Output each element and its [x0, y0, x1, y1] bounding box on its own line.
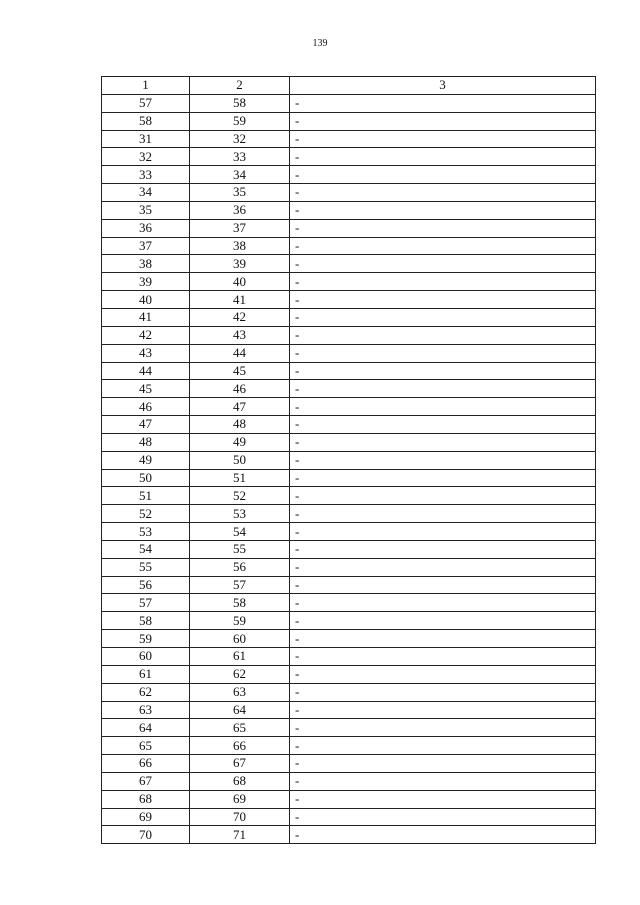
cell-col-3: -: [290, 201, 596, 219]
cell-col-2: 37: [190, 219, 290, 237]
table-row: [102, 94, 596, 112]
cell-col-2: 53: [190, 505, 290, 523]
cell-col-3: -: [290, 701, 596, 719]
cell-col-3: -: [290, 523, 596, 541]
cell-col-2: 52: [190, 487, 290, 505]
cell-col-2: 47: [190, 398, 290, 416]
cell-col-1: 39: [102, 273, 190, 291]
cell-col-3: -: [290, 826, 596, 844]
table-row: [102, 612, 596, 630]
cell-col-2: 62: [190, 665, 290, 683]
table-row: [102, 540, 596, 558]
table-row: [102, 166, 596, 184]
table-row: [102, 201, 596, 219]
cell-col-1: 68: [102, 790, 190, 808]
cell-col-1: 66: [102, 755, 190, 773]
cell-col-1: 40: [102, 291, 190, 309]
cell-col-3: -: [290, 255, 596, 273]
table-row: [102, 755, 596, 773]
table-row: [102, 255, 596, 273]
cell-col-2: 56: [190, 558, 290, 576]
cell-col-1: 43: [102, 344, 190, 362]
cell-col-3: -: [290, 576, 596, 594]
cell-col-1: 57: [102, 594, 190, 612]
table-row: [102, 416, 596, 434]
table-row: [102, 362, 596, 380]
table-row: [102, 451, 596, 469]
cell-col-1: 63: [102, 701, 190, 719]
cell-col-2: 59: [190, 112, 290, 130]
table-row: [102, 683, 596, 701]
cell-col-1: 57: [102, 94, 190, 112]
table-row: [102, 380, 596, 398]
cell-col-3: -: [290, 273, 596, 291]
cell-col-3: -: [290, 487, 596, 505]
header-row: [102, 77, 596, 95]
table-row: [102, 523, 596, 541]
table-row: [102, 308, 596, 326]
cell-col-2: 69: [190, 790, 290, 808]
cell-col-3: -: [290, 94, 596, 112]
cell-col-1: 45: [102, 380, 190, 398]
cell-col-2: 57: [190, 576, 290, 594]
table-row: [102, 237, 596, 255]
table-row: [102, 184, 596, 202]
table-row: [102, 291, 596, 309]
cell-col-1: 55: [102, 558, 190, 576]
table-row: [102, 326, 596, 344]
cell-col-2: 50: [190, 451, 290, 469]
cell-col-1: 42: [102, 326, 190, 344]
table-body: [102, 94, 596, 843]
table-row: [102, 558, 596, 576]
cell-col-2: 46: [190, 380, 290, 398]
table-row: [102, 505, 596, 523]
table-row: [102, 826, 596, 844]
cell-col-2: 58: [190, 94, 290, 112]
cell-col-1: 41: [102, 308, 190, 326]
cell-col-3: -: [290, 112, 596, 130]
cell-col-2: 58: [190, 594, 290, 612]
table-row: [102, 648, 596, 666]
cell-col-3: -: [290, 558, 596, 576]
table-row: [102, 219, 596, 237]
cell-col-3: -: [290, 719, 596, 737]
data-table: [101, 76, 596, 844]
cell-col-1: 37: [102, 237, 190, 255]
cell-col-1: 61: [102, 665, 190, 683]
table-row: [102, 719, 596, 737]
cell-col-3: -: [290, 291, 596, 309]
cell-col-3: -: [290, 683, 596, 701]
cell-col-2: 66: [190, 737, 290, 755]
cell-col-1: 36: [102, 219, 190, 237]
cell-col-1: 35: [102, 201, 190, 219]
cell-col-1: 59: [102, 630, 190, 648]
cell-col-2: 39: [190, 255, 290, 273]
table-row: [102, 487, 596, 505]
cell-col-3: -: [290, 344, 596, 362]
cell-col-1: 65: [102, 737, 190, 755]
page-number: 139: [312, 38, 328, 49]
cell-col-3: -: [290, 237, 596, 255]
cell-col-2: 48: [190, 416, 290, 434]
cell-col-2: 32: [190, 130, 290, 148]
cell-col-1: 48: [102, 433, 190, 451]
cell-col-1: 67: [102, 772, 190, 790]
cell-col-1: 52: [102, 505, 190, 523]
cell-col-1: 49: [102, 451, 190, 469]
cell-col-2: 59: [190, 612, 290, 630]
table-row: [102, 273, 596, 291]
cell-col-1: 64: [102, 719, 190, 737]
cell-col-1: 58: [102, 112, 190, 130]
cell-col-1: 70: [102, 826, 190, 844]
table-row: [102, 630, 596, 648]
cell-col-2: 45: [190, 362, 290, 380]
cell-col-2: 35: [190, 184, 290, 202]
cell-col-2: 71: [190, 826, 290, 844]
cell-col-2: 68: [190, 772, 290, 790]
cell-col-1: 38: [102, 255, 190, 273]
table-row: [102, 130, 596, 148]
cell-col-2: 43: [190, 326, 290, 344]
cell-col-3: -: [290, 790, 596, 808]
cell-col-1: 54: [102, 540, 190, 558]
cell-col-2: 42: [190, 308, 290, 326]
cell-col-2: 63: [190, 683, 290, 701]
cell-col-3: -: [290, 737, 596, 755]
cell-col-3: -: [290, 166, 596, 184]
cell-col-1: 56: [102, 576, 190, 594]
cell-col-1: 47: [102, 416, 190, 434]
cell-col-2: 38: [190, 237, 290, 255]
table-row: [102, 576, 596, 594]
column-header-3: 3: [290, 77, 596, 95]
cell-col-3: -: [290, 433, 596, 451]
table-header: [102, 77, 596, 95]
cell-col-3: -: [290, 362, 596, 380]
cell-col-2: 64: [190, 701, 290, 719]
cell-col-1: 51: [102, 487, 190, 505]
table-row: [102, 112, 596, 130]
table-row: [102, 790, 596, 808]
cell-col-2: 55: [190, 540, 290, 558]
cell-col-2: 34: [190, 166, 290, 184]
cell-col-3: -: [290, 469, 596, 487]
cell-col-1: 33: [102, 166, 190, 184]
cell-col-3: -: [290, 326, 596, 344]
cell-col-2: 36: [190, 201, 290, 219]
table-row: [102, 772, 596, 790]
cell-col-2: 67: [190, 755, 290, 773]
cell-col-1: 44: [102, 362, 190, 380]
cell-col-2: 51: [190, 469, 290, 487]
column-header-1: 1: [102, 77, 190, 95]
cell-col-3: -: [290, 380, 596, 398]
cell-col-1: 58: [102, 612, 190, 630]
cell-col-1: 53: [102, 523, 190, 541]
cell-col-1: 50: [102, 469, 190, 487]
cell-col-3: -: [290, 594, 596, 612]
cell-col-2: 33: [190, 148, 290, 166]
cell-col-3: -: [290, 451, 596, 469]
table-row: [102, 808, 596, 826]
cell-col-1: 34: [102, 184, 190, 202]
cell-col-2: 65: [190, 719, 290, 737]
cell-col-2: 60: [190, 630, 290, 648]
cell-col-3: -: [290, 540, 596, 558]
table-row: [102, 469, 596, 487]
cell-col-1: 60: [102, 648, 190, 666]
cell-col-2: 70: [190, 808, 290, 826]
table-row: [102, 344, 596, 362]
table-row: [102, 148, 596, 166]
cell-col-1: 46: [102, 398, 190, 416]
table-row: [102, 737, 596, 755]
cell-col-2: 61: [190, 648, 290, 666]
cell-col-1: 31: [102, 130, 190, 148]
cell-col-3: -: [290, 505, 596, 523]
cell-col-2: 54: [190, 523, 290, 541]
cell-col-3: -: [290, 755, 596, 773]
cell-col-3: -: [290, 612, 596, 630]
cell-col-2: 40: [190, 273, 290, 291]
cell-col-3: -: [290, 130, 596, 148]
table-row: [102, 701, 596, 719]
cell-col-3: -: [290, 219, 596, 237]
cell-col-3: -: [290, 648, 596, 666]
cell-col-2: 49: [190, 433, 290, 451]
cell-col-3: -: [290, 398, 596, 416]
cell-col-3: -: [290, 630, 596, 648]
table-row: [102, 433, 596, 451]
table-row: [102, 594, 596, 612]
cell-col-3: -: [290, 416, 596, 434]
cell-col-1: 62: [102, 683, 190, 701]
cell-col-2: 44: [190, 344, 290, 362]
cell-col-3: -: [290, 308, 596, 326]
cell-col-2: 41: [190, 291, 290, 309]
cell-col-3: -: [290, 184, 596, 202]
cell-col-1: 32: [102, 148, 190, 166]
table-row: [102, 398, 596, 416]
cell-col-1: 69: [102, 808, 190, 826]
cell-col-3: -: [290, 808, 596, 826]
cell-col-3: -: [290, 772, 596, 790]
cell-col-3: -: [290, 665, 596, 683]
table-row: [102, 665, 596, 683]
cell-col-3: -: [290, 148, 596, 166]
column-header-2: 2: [190, 77, 290, 95]
